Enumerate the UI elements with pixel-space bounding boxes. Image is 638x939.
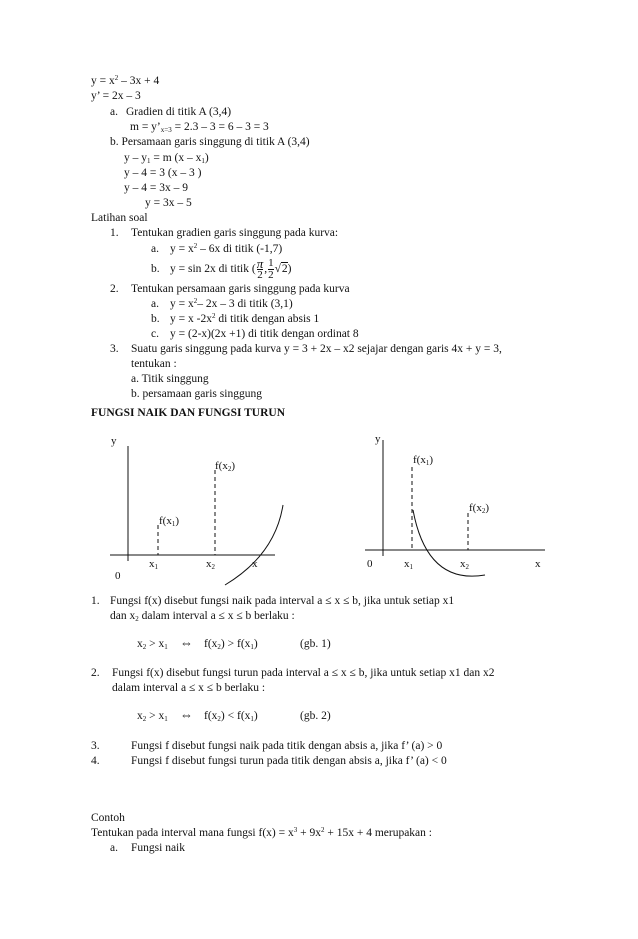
- definition-3-text: Fungsi f disebut fungsi naik pada titik dengan absis a, jika f’ (a) > 0: [131, 740, 443, 752]
- gradient-calculation: $m = y’_{x=3} = 2.3 - 3 = 6 - 3 = 3$: [130, 121, 269, 134]
- iff-symbol-2: ⇔: [180, 707, 193, 722]
- graph2-x2-label: x2: [460, 558, 469, 571]
- graph2-y-label: y: [375, 433, 381, 445]
- graph2-origin: 0: [367, 558, 373, 570]
- exercise-2b-text: y = x $-2x^2$ di titik dengan absis 1: [170, 312, 320, 325]
- definition-3-number: 3.: [91, 740, 100, 752]
- fraction-half: $\frac{1}{2}$: [268, 256, 274, 281]
- exercise-2c-label: c.: [151, 328, 159, 340]
- tangent-step-1: $y - y_1 = m$ $(x - x_1)$: [124, 152, 209, 165]
- item-a-text: Gradien di titik A (3,4): [126, 106, 232, 118]
- definition-2-cont: dalam interval a ≤ x ≤ b berlaku :: [112, 682, 266, 694]
- exercise-1b-text: y = sin 2x di titik ( $\frac{\pi}{2}$ , $\frac{1}{2}$ √2): [170, 255, 292, 281]
- example-text: Tentukan pada interval mana fungsi $f(x) = x^3 + 9x^2 + 15x + 4$ merupakan :: [91, 826, 432, 839]
- exercise-1a-label: a.: [151, 243, 159, 255]
- exercise-2a-label: a.: [151, 298, 159, 310]
- item-b-text: b. Persamaan garis singgung di titik A (3,4): [110, 136, 310, 148]
- definition-1-text: Fungsi f(x) disebut fungsi naik pada interval a ≤ x ≤ b, jika untuk setiap x1: [110, 595, 455, 607]
- graph2-f2-label: f(x2): [469, 502, 489, 515]
- example-title: Contoh: [91, 812, 125, 824]
- graph1-f2-label: f(x2): [215, 460, 235, 473]
- graph-increasing: [95, 425, 295, 590]
- graph2-f1-label: f(x1): [413, 454, 433, 467]
- exercise-3-number: 3.: [110, 343, 119, 355]
- exercise-1-text: Tentukan gradien garis singgung pada kurva:: [131, 227, 339, 239]
- example-a-text: Fungsi naik: [131, 842, 185, 854]
- graph1-x1-label: x1: [149, 558, 158, 571]
- figure-ref-2: (gb. 2): [300, 710, 331, 722]
- figure-ref-1: (gb. 1): [300, 638, 331, 650]
- tangent-step-4: y = 3x – 5: [145, 197, 192, 209]
- graph1-curve: [225, 505, 283, 585]
- graph2-x1-label: x1: [404, 558, 413, 571]
- formula-increasing-result: $f(x_2) > f(x_1)$: [204, 638, 258, 651]
- definition-1-number: 1.: [91, 595, 100, 607]
- exercise-2c-text: y = (2-x)(2x +1) di titik dengan ordinat 8: [170, 328, 359, 340]
- exercise-3a-text: a. Titik singgung: [131, 373, 209, 385]
- exercise-title: Latihan soal: [91, 212, 148, 224]
- exercise-2-number: 2.: [110, 283, 119, 295]
- item-a-label: a.: [110, 106, 118, 118]
- graph-decreasing: [355, 425, 555, 590]
- graph1-x-label: x: [252, 558, 258, 570]
- exercise-1-number: 1.: [110, 227, 119, 239]
- formula-decreasing: $x_2 > x_1$: [137, 710, 168, 723]
- tangent-step-3: y – 4 = 3x – 9: [124, 182, 188, 194]
- fraction-pi-over-2: $\frac{\pi}{2}$: [256, 255, 264, 281]
- sqrt-symbol: √: [274, 263, 281, 275]
- exercise-2-text: Tentukan persamaan garis singgung pada kurva: [131, 283, 350, 295]
- iff-symbol-1: ⇔: [180, 635, 193, 650]
- graph2-curve: [413, 510, 485, 576]
- definition-2-number: 2.: [91, 667, 100, 679]
- formula-decreasing-result: $f(x_2) < f(x_1)$: [204, 710, 258, 723]
- section-heading: FUNGSI NAIK DAN FUNGSI TURUN: [91, 407, 286, 419]
- exercise-1a-text: $y = x^2 - 6x$ di titik (-1,7): [170, 242, 283, 255]
- equation-derivative: y’ = 2x – 3: [91, 90, 141, 102]
- example-a-label: a.: [110, 842, 118, 854]
- graph1-y-label: y: [111, 435, 117, 447]
- graph1-x2-label: x2: [206, 558, 215, 571]
- equation-function: $y = x^2 - 3x + 4$: [91, 74, 160, 87]
- graph1-f1-label: f(x1): [159, 515, 179, 528]
- formula-increasing: $x_2 > x_1$: [137, 638, 168, 651]
- graph2-x-label: x: [535, 558, 541, 570]
- exercise-2a-text: $y = x^2-$ 2x – 3 di titik (3,1): [170, 297, 293, 310]
- tangent-step-2: y – 4 = 3 (x – 3 ): [124, 167, 202, 179]
- definition-4-text: Fungsi f disebut fungsi turun pada titik dengan absis a, jika f’ (a) < 0: [131, 755, 447, 767]
- exercise-3b-text: b. persamaan garis singgung: [131, 388, 262, 400]
- exercise-1b-label: b.: [151, 263, 160, 275]
- definition-4-number: 4.: [91, 755, 100, 767]
- exercise-3-text: Suatu garis singgung pada kurva y = 3 + 2x – x2 sejajar dengan garis 4x + y = 3,: [131, 343, 502, 355]
- definition-1-cont: dan $x_2$ dalam interval a ≤ x ≤ b berlaku :: [110, 610, 295, 623]
- exercise-3-cont: tentukan :: [131, 358, 177, 370]
- exercise-2b-label: b.: [151, 313, 160, 325]
- definition-2-text: Fungsi f(x) disebut fungsi turun pada interval a ≤ x ≤ b, jika untuk setiap x1 dan x2: [112, 667, 495, 679]
- graph1-origin: 0: [115, 570, 121, 582]
